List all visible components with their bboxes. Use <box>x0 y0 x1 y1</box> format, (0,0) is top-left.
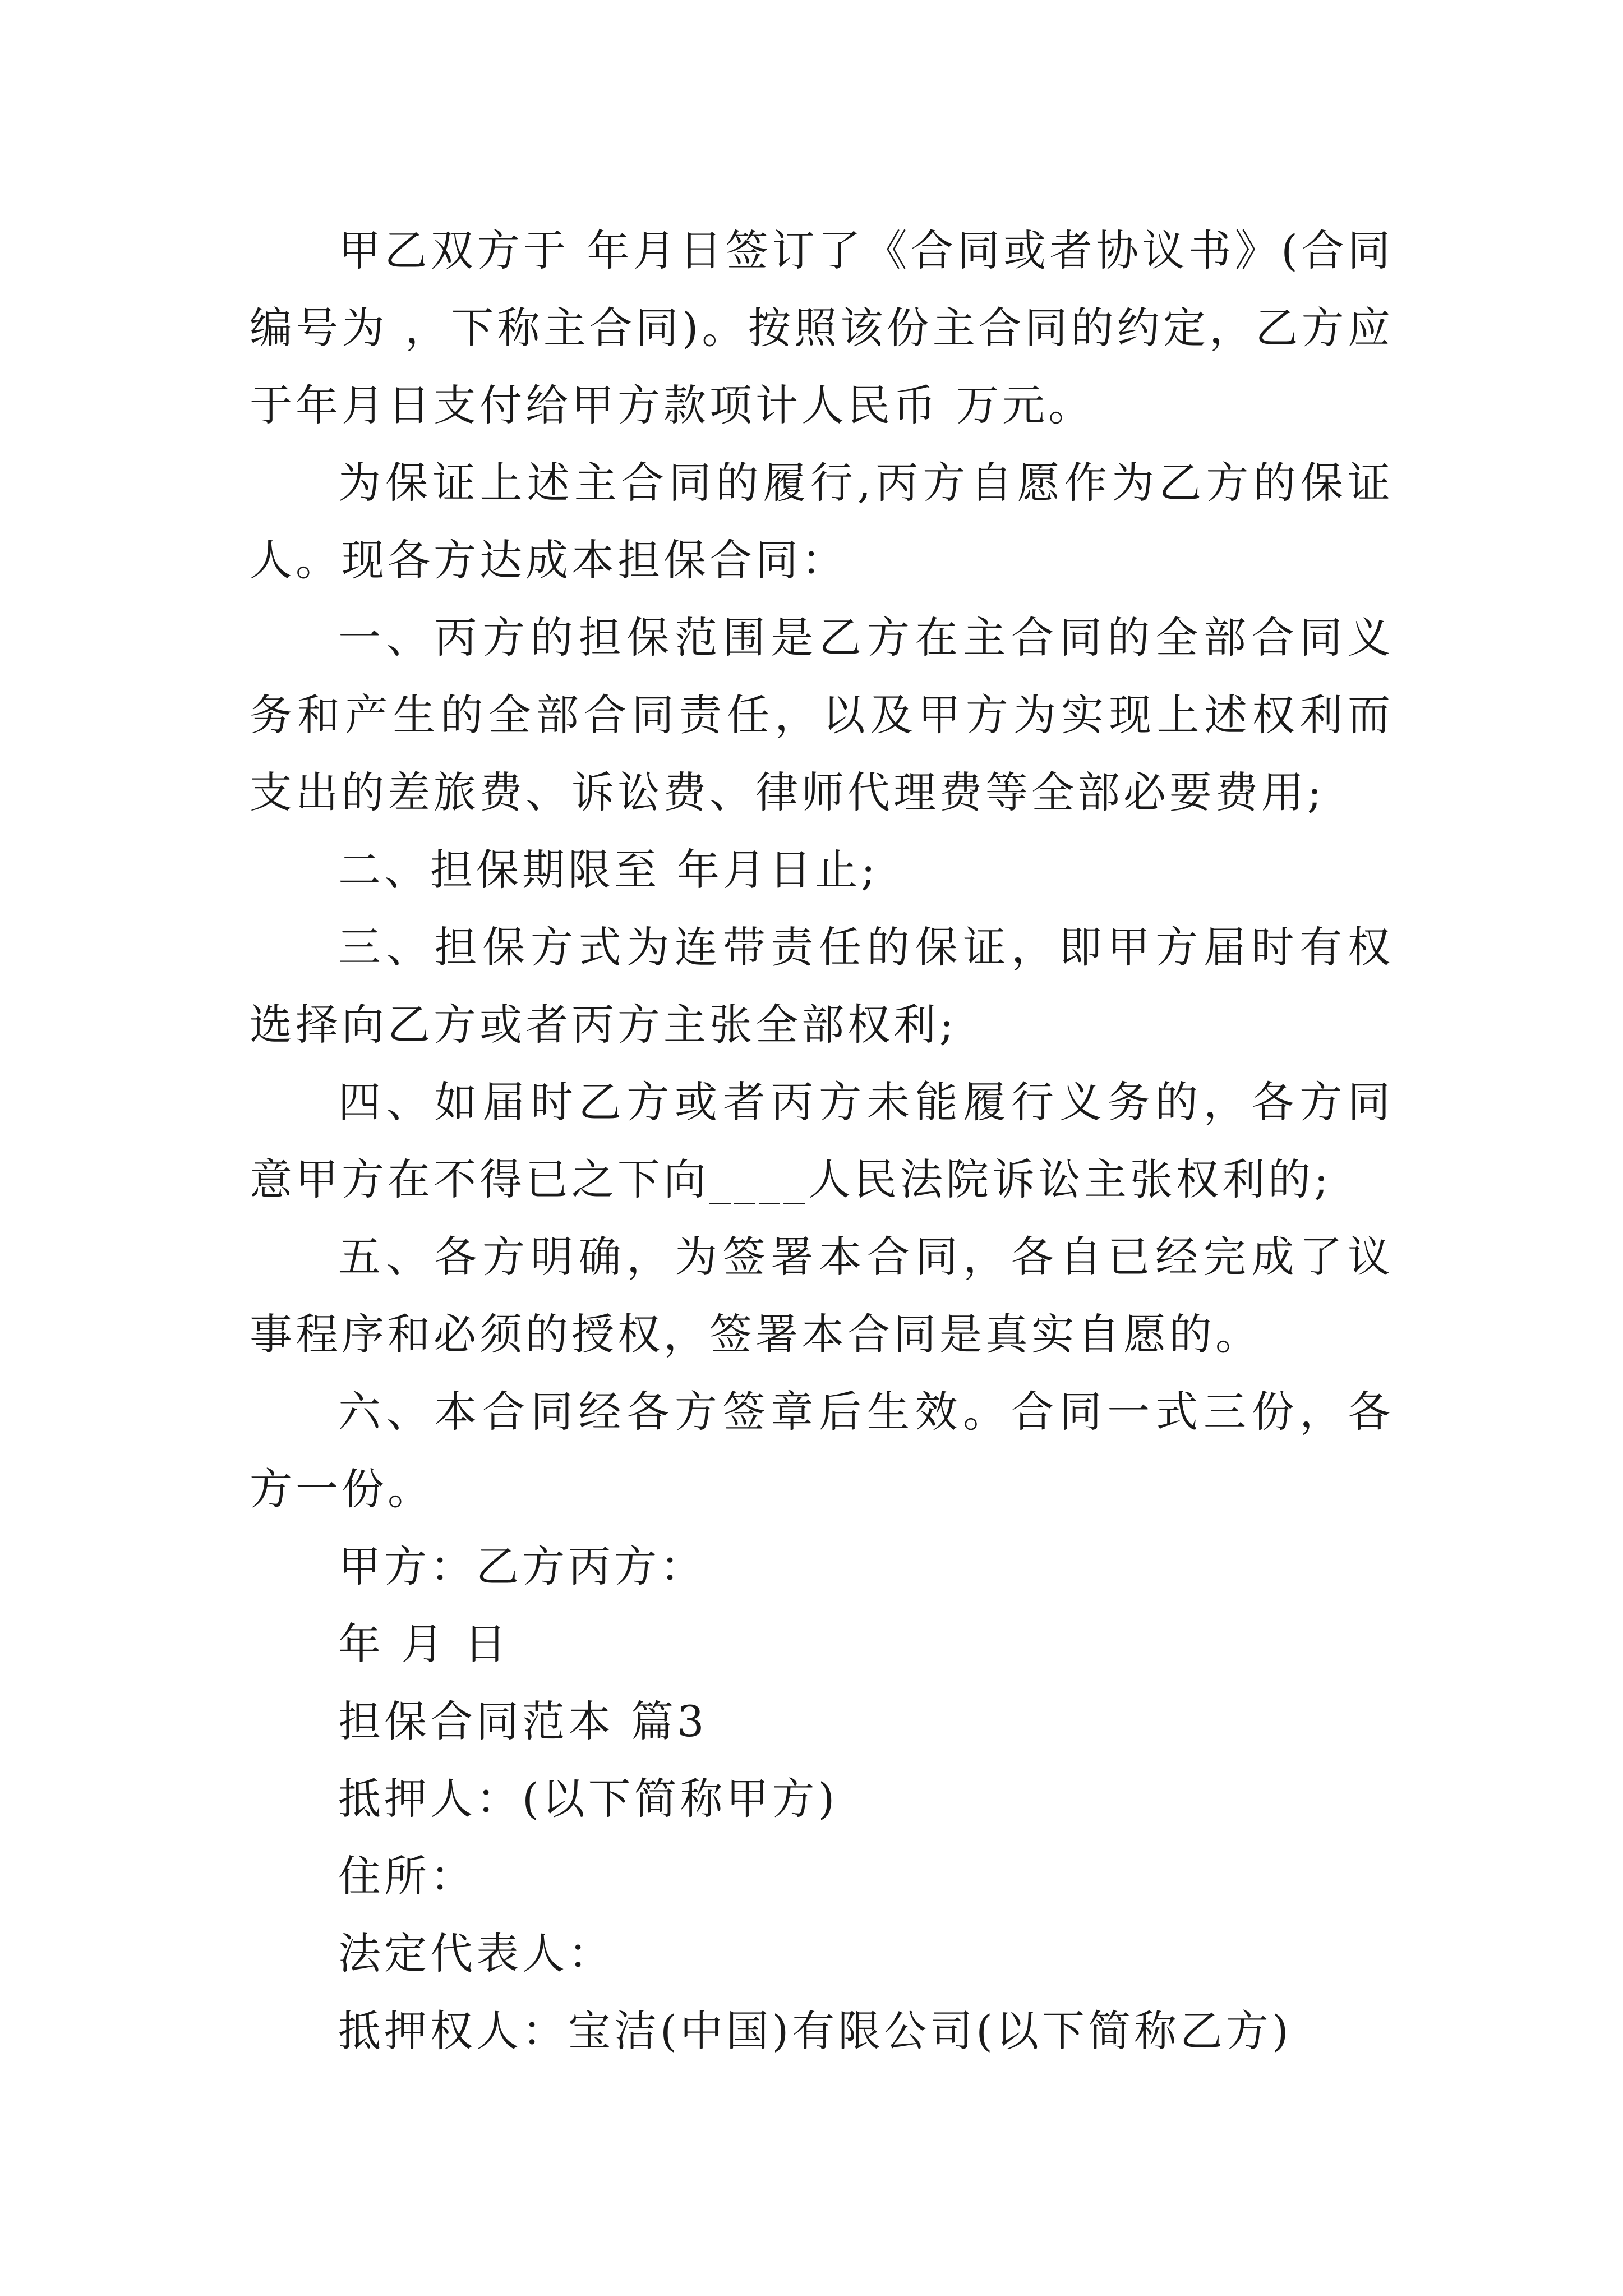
address-label: 住所： <box>338 1851 476 1901</box>
paragraph-clause-5: 五、各方明确，为签署本合同，各自已经完成了议事程序和必须的授权，签署本合同是真实自愿的。 <box>250 1232 1394 1359</box>
paragraph-clause-4: 四、如届时乙方或者丙方未能履行义务的，各方同意甲方在不得已之下向____人民法院诉讼主张权利的; <box>250 1077 1394 1204</box>
paragraph-guarantor-statement: 为保证上述主合同的履行,丙方自愿作为乙方的保证人。现各方达成本担保合同： <box>250 458 1394 585</box>
pledgor-label: 抵押人：(以下简称甲方) <box>338 1774 838 1824</box>
paragraph-clause-3: 三、担保方式为连带责任的保证，即甲方届时有权选择向乙方或者丙方主张全部权利; <box>250 922 1394 1050</box>
legal-representative-label: 法定代表人： <box>338 1929 614 1978</box>
paragraph-clause-1: 一、丙方的担保范围是乙方在主合同的全部合同义务和产生的全部合同责任，以及甲方为实现上述权利而支出的差旅费、诉讼费、律师代理费等全部必要费用; <box>250 613 1394 817</box>
signature-line: 甲方：乙方丙方： <box>338 1542 706 1591</box>
paragraph-clause-6: 六、本合同经各方签章后生效。合同一式三份，各方一份。 <box>250 1387 1394 1514</box>
paragraph-contract-intro: 甲乙双方于 年月日签订了《合同或者协议书》(合同编号为 ，下称主合同)。按照该份主合同的约定，乙方应于年月日支付给甲方款项计人民币 万元。 <box>250 226 1394 430</box>
pledgee-label: 抵押权人：宝洁(中国)有限公司(以下简称乙方) <box>338 2006 1292 2056</box>
date-line: 年 月 日 <box>338 1619 510 1669</box>
section-title: 担保合同范本 篇3 <box>338 1696 708 1746</box>
paragraph-clause-2: 二、担保期限至 年月日止; <box>338 845 879 895</box>
document-body <box>250 212 1394 2070</box>
